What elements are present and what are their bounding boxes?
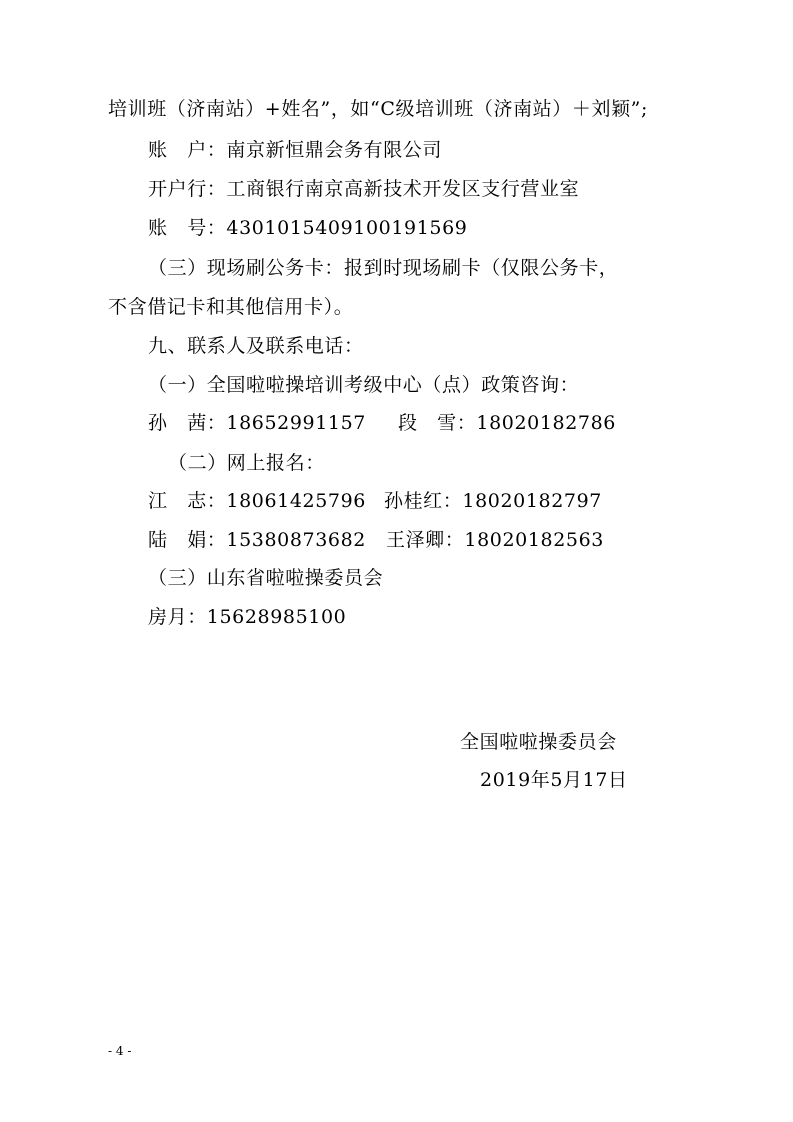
contact-row-3	[148, 528, 604, 552]
text-line-training-name: 培训班（济南站）+姓名”，如“C级培训班（济南站）＋刘颖”;	[108, 98, 649, 120]
contact-row-2	[148, 489, 602, 513]
contact-fang-yue: 房月：15628985100	[148, 606, 347, 628]
contact-jiang-zhi: 江 志：18061425796	[148, 490, 366, 512]
text-line-account-name: 账 户：南京新恒鼎会务有限公司	[148, 139, 443, 161]
contact-lu-juan: 陆 娟：15380873682	[148, 529, 366, 551]
text-line-online-signup: （二）网上报名：	[168, 452, 325, 474]
contact-sun-guihong: 孙桂红：18020182797	[383, 490, 602, 512]
signature-org: 全国啦啦操委员会	[460, 731, 617, 753]
text-line-card-payment-cont: 不含借记卡和其他信用卡）。	[108, 296, 354, 318]
contact-duan-xue: 段 雪：18020182786	[397, 412, 616, 434]
contact-sun-qian: 孙 茜：18652991157	[148, 412, 366, 434]
signature-date: 2019年5月17日	[480, 769, 628, 791]
contact-wang-zeqing: 王泽卿：18020182563	[385, 529, 604, 551]
text-line-bank: 开户行：工商银行南京高新技术开发区支行营业室	[148, 178, 580, 200]
text-line-card-payment: （三）现场刷公务卡：报到时现场刷卡（仅限公务卡，	[148, 257, 619, 279]
text-line-account-number: 账 号：4301015409100191569	[148, 217, 468, 239]
page-number: - 4 -	[108, 1044, 132, 1058]
text-line-shandong-committee: （三）山东省啦啦操委员会	[148, 567, 384, 589]
section-heading-contacts: 九、联系人及联系电话：	[148, 335, 364, 357]
text-line-policy-consult: （一）全国啦啦操培训考级中心（点）政策咨询：	[148, 374, 580, 396]
contact-row-1	[148, 411, 616, 435]
